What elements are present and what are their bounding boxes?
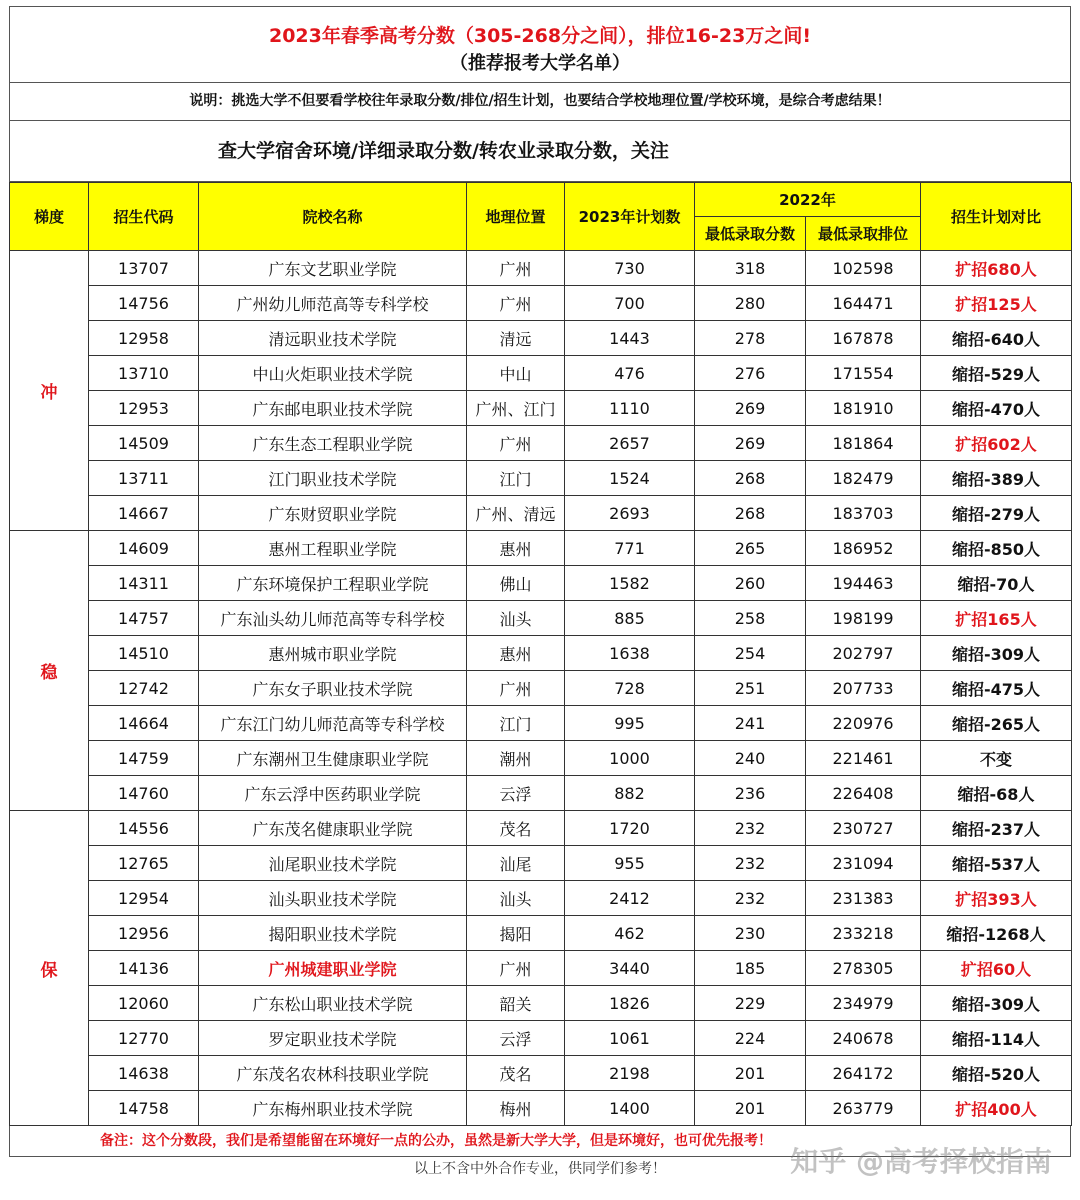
cell-code: 14759 — [89, 741, 199, 776]
cell-school-name: 广东松山职业技术学院 — [199, 986, 467, 1021]
cell-min-score: 232 — [695, 881, 806, 916]
cell-min-rank: 198199 — [806, 601, 921, 636]
cell-code: 14509 — [89, 426, 199, 461]
cell-school-name: 罗定职业技术学院 — [199, 1021, 467, 1056]
cell-code: 12742 — [89, 671, 199, 706]
cell-compare: 缩招-237人 — [921, 811, 1072, 846]
cell-min-score: 236 — [695, 776, 806, 811]
header-code: 招生代码 — [89, 183, 199, 251]
cell-code: 14756 — [89, 286, 199, 321]
cell-compare: 缩招-279人 — [921, 496, 1072, 531]
cell-plan: 476 — [565, 356, 695, 391]
cell-code: 14638 — [89, 1056, 199, 1091]
cell-min-rank: 278305 — [806, 951, 921, 986]
cell-min-score: 229 — [695, 986, 806, 1021]
cell-plan: 462 — [565, 916, 695, 951]
admission-sheet — [9, 6, 1071, 1181]
cell-location: 清远 — [467, 321, 565, 356]
cell-school-name: 汕尾职业技术学院 — [199, 846, 467, 881]
table-body — [10, 251, 1072, 1126]
cell-min-rank: 231094 — [806, 846, 921, 881]
cell-location: 广州 — [467, 671, 565, 706]
cell-min-score: 224 — [695, 1021, 806, 1056]
cell-compare: 扩招393人 — [921, 881, 1072, 916]
cell-school-name: 惠州城市职业学院 — [199, 636, 467, 671]
cell-compare: 缩招-470人 — [921, 391, 1072, 426]
cell-location: 佛山 — [467, 566, 565, 601]
cell-min-rank: 186952 — [806, 531, 921, 566]
cell-plan: 882 — [565, 776, 695, 811]
cell-plan: 2198 — [565, 1056, 695, 1091]
table-row — [10, 706, 1072, 741]
cell-min-score: 185 — [695, 951, 806, 986]
header-tier: 梯度 — [10, 183, 89, 251]
title-box — [9, 6, 1071, 83]
cell-code: 14664 — [89, 706, 199, 741]
cell-min-rank: 207733 — [806, 671, 921, 706]
cell-code: 14667 — [89, 496, 199, 531]
cell-plan: 1720 — [565, 811, 695, 846]
cell-location: 云浮 — [467, 776, 565, 811]
cell-min-score: 258 — [695, 601, 806, 636]
cell-plan: 1061 — [565, 1021, 695, 1056]
header-min-rank: 最低录取排位 — [806, 217, 921, 251]
footer-disclaimer: 以上不含中外合作专业，供同学们参考！ — [414, 1161, 666, 1177]
cell-location: 惠州 — [467, 636, 565, 671]
cell-location: 广州 — [467, 426, 565, 461]
page-subtitle: （推荐报考大学名单） — [450, 53, 630, 74]
cell-compare: 缩招-1268人 — [921, 916, 1072, 951]
cell-location: 潮州 — [467, 741, 565, 776]
cell-location: 茂名 — [467, 1056, 565, 1091]
cell-min-rank: 202797 — [806, 636, 921, 671]
table-row — [10, 811, 1072, 846]
table-row — [10, 461, 1072, 496]
cell-compare: 缩招-114人 — [921, 1021, 1072, 1056]
cell-location: 汕头 — [467, 881, 565, 916]
admission-table — [9, 182, 1072, 1126]
cell-school-name: 中山火炬职业技术学院 — [199, 356, 467, 391]
cell-compare: 扩招680人 — [921, 251, 1072, 286]
cell-plan: 730 — [565, 251, 695, 286]
cell-plan: 728 — [565, 671, 695, 706]
cell-code: 14609 — [89, 531, 199, 566]
cell-plan: 1524 — [565, 461, 695, 496]
cell-school-name: 揭阳职业技术学院 — [199, 916, 467, 951]
tier-label: 冲 — [10, 251, 89, 531]
cell-location: 惠州 — [467, 531, 565, 566]
cell-code: 14757 — [89, 601, 199, 636]
cell-min-rank: 226408 — [806, 776, 921, 811]
cell-min-rank: 183703 — [806, 496, 921, 531]
cell-compare: 缩招-529人 — [921, 356, 1072, 391]
table-row — [10, 391, 1072, 426]
cell-min-rank: 221461 — [806, 741, 921, 776]
follow-banner: 查大学宿舍环境/详细录取分数/转农业录取分数，关注 — [9, 121, 1071, 182]
cell-school-name: 清远职业技术学院 — [199, 321, 467, 356]
cell-school-name: 广州幼儿师范高等专科学校 — [199, 286, 467, 321]
cell-min-score: 201 — [695, 1056, 806, 1091]
cell-code: 12770 — [89, 1021, 199, 1056]
cell-location: 梅州 — [467, 1091, 565, 1126]
cell-location: 中山 — [467, 356, 565, 391]
cell-code: 13711 — [89, 461, 199, 496]
cell-code: 13707 — [89, 251, 199, 286]
cell-code: 14510 — [89, 636, 199, 671]
cell-code: 14556 — [89, 811, 199, 846]
header-name: 院校名称 — [199, 183, 467, 251]
cell-location: 广州 — [467, 251, 565, 286]
table-row — [10, 286, 1072, 321]
cell-compare: 扩招165人 — [921, 601, 1072, 636]
cell-plan: 771 — [565, 531, 695, 566]
cell-code: 12954 — [89, 881, 199, 916]
cell-school-name: 广东文艺职业学院 — [199, 251, 467, 286]
table-row — [10, 531, 1072, 566]
table-row — [10, 776, 1072, 811]
explanation-note: 说明：挑选大学不但要看学校往年录取分数/排位/招生计划，也要结合学校地理位置/学校环境，是综合考虑结果！ — [9, 83, 1071, 121]
header-plan: 2023年计划数 — [565, 183, 695, 251]
cell-min-rank: 234979 — [806, 986, 921, 1021]
cell-min-score: 265 — [695, 531, 806, 566]
table-row — [10, 1056, 1072, 1091]
cell-code: 14311 — [89, 566, 199, 601]
cell-school-name: 广东财贸职业学院 — [199, 496, 467, 531]
table-row — [10, 636, 1072, 671]
cell-compare: 缩招-265人 — [921, 706, 1072, 741]
cell-min-rank: 164471 — [806, 286, 921, 321]
table-row — [10, 881, 1072, 916]
cell-min-rank: 181910 — [806, 391, 921, 426]
cell-min-rank: 230727 — [806, 811, 921, 846]
cell-plan: 885 — [565, 601, 695, 636]
cell-location: 茂名 — [467, 811, 565, 846]
tier-label: 保 — [10, 811, 89, 1126]
table-row — [10, 741, 1072, 776]
cell-location: 广州 — [467, 951, 565, 986]
table-row — [10, 321, 1072, 356]
cell-code: 12958 — [89, 321, 199, 356]
cell-min-score: 232 — [695, 811, 806, 846]
cell-school-name: 广东女子职业技术学院 — [199, 671, 467, 706]
cell-min-score: 232 — [695, 846, 806, 881]
cell-plan: 1400 — [565, 1091, 695, 1126]
cell-school-name: 广东江门幼儿师范高等专科学校 — [199, 706, 467, 741]
table-row — [10, 426, 1072, 461]
cell-location: 韶关 — [467, 986, 565, 1021]
cell-school-name: 广东潮州卫生健康职业学院 — [199, 741, 467, 776]
cell-compare: 缩招-640人 — [921, 321, 1072, 356]
cell-compare: 缩招-309人 — [921, 636, 1072, 671]
cell-compare: 缩招-475人 — [921, 671, 1072, 706]
table-row — [10, 356, 1072, 391]
cell-code: 14760 — [89, 776, 199, 811]
cell-plan: 2657 — [565, 426, 695, 461]
cell-compare: 扩招125人 — [921, 286, 1072, 321]
header-min-score: 最低录取分数 — [695, 217, 806, 251]
cell-school-name: 惠州工程职业学院 — [199, 531, 467, 566]
cell-min-score: 276 — [695, 356, 806, 391]
watermark: 知乎 @高考择校指南 — [790, 1145, 1052, 1178]
cell-compare: 扩招602人 — [921, 426, 1072, 461]
cell-school-name: 广东生态工程职业学院 — [199, 426, 467, 461]
cell-plan: 1638 — [565, 636, 695, 671]
cell-min-score: 318 — [695, 251, 806, 286]
table-row — [10, 601, 1072, 636]
header-year: 2022年 — [695, 183, 921, 217]
cell-min-score: 254 — [695, 636, 806, 671]
cell-school-name: 广州城建职业学院 — [199, 951, 467, 986]
cell-compare: 扩招60人 — [921, 951, 1072, 986]
cell-plan: 700 — [565, 286, 695, 321]
cell-min-rank: 182479 — [806, 461, 921, 496]
cell-compare: 缩招-309人 — [921, 986, 1072, 1021]
cell-min-rank: 220976 — [806, 706, 921, 741]
cell-code: 14758 — [89, 1091, 199, 1126]
cell-min-rank: 231383 — [806, 881, 921, 916]
cell-code: 13710 — [89, 356, 199, 391]
cell-min-score: 269 — [695, 391, 806, 426]
table-row — [10, 496, 1072, 531]
cell-min-rank: 263779 — [806, 1091, 921, 1126]
cell-code: 12060 — [89, 986, 199, 1021]
cell-school-name: 广东云浮中医药职业学院 — [199, 776, 467, 811]
cell-code: 12956 — [89, 916, 199, 951]
cell-location: 揭阳 — [467, 916, 565, 951]
cell-min-score: 268 — [695, 461, 806, 496]
cell-plan: 1826 — [565, 986, 695, 1021]
cell-compare: 不变 — [921, 741, 1072, 776]
cell-school-name: 广东环境保护工程职业学院 — [199, 566, 467, 601]
cell-location: 云浮 — [467, 1021, 565, 1056]
cell-compare: 缩招-70人 — [921, 566, 1072, 601]
cell-min-rank: 194463 — [806, 566, 921, 601]
cell-location: 广州、江门 — [467, 391, 565, 426]
cell-compare: 缩招-520人 — [921, 1056, 1072, 1091]
cell-min-rank: 240678 — [806, 1021, 921, 1056]
cell-min-rank: 264172 — [806, 1056, 921, 1091]
cell-plan: 995 — [565, 706, 695, 741]
cell-school-name: 广东汕头幼儿师范高等专科学校 — [199, 601, 467, 636]
header-compare: 招生计划对比 — [921, 183, 1072, 251]
cell-code: 12765 — [89, 846, 199, 881]
cell-compare: 扩招400人 — [921, 1091, 1072, 1126]
cell-plan: 1443 — [565, 321, 695, 356]
cell-min-score: 269 — [695, 426, 806, 461]
cell-min-score: 241 — [695, 706, 806, 741]
cell-min-score: 251 — [695, 671, 806, 706]
cell-min-rank: 181864 — [806, 426, 921, 461]
cell-code: 14136 — [89, 951, 199, 986]
cell-code: 12953 — [89, 391, 199, 426]
cell-min-rank: 233218 — [806, 916, 921, 951]
cell-compare: 缩招-389人 — [921, 461, 1072, 496]
cell-min-score: 268 — [695, 496, 806, 531]
cell-location: 广州 — [467, 286, 565, 321]
table-header — [10, 183, 1072, 251]
cell-compare: 缩招-850人 — [921, 531, 1072, 566]
cell-school-name: 广东茂名健康职业学院 — [199, 811, 467, 846]
cell-location: 广州、清远 — [467, 496, 565, 531]
cell-location: 江门 — [467, 706, 565, 741]
cell-compare: 缩招-68人 — [921, 776, 1072, 811]
table-row — [10, 846, 1072, 881]
footer-remark: 备注：这个分数段，我们是希望能留在环境好一点的公办，虽然是新大学大学，但是环境好，也可优先报考！ — [9, 1126, 1071, 1157]
tier-label: 稳 — [10, 531, 89, 811]
cell-plan: 955 — [565, 846, 695, 881]
cell-school-name: 广东梅州职业技术学院 — [199, 1091, 467, 1126]
cell-school-name: 汕头职业技术学院 — [199, 881, 467, 916]
header-location: 地理位置 — [467, 183, 565, 251]
cell-school-name: 广东茂名农林科技职业学院 — [199, 1056, 467, 1091]
cell-location: 汕尾 — [467, 846, 565, 881]
cell-min-score: 280 — [695, 286, 806, 321]
table-row — [10, 916, 1072, 951]
cell-min-score: 260 — [695, 566, 806, 601]
cell-location: 汕头 — [467, 601, 565, 636]
cell-min-score: 240 — [695, 741, 806, 776]
table-row — [10, 1091, 1072, 1126]
cell-plan: 3440 — [565, 951, 695, 986]
cell-plan: 1000 — [565, 741, 695, 776]
cell-min-score: 201 — [695, 1091, 806, 1126]
cell-min-score: 278 — [695, 321, 806, 356]
cell-min-rank: 102598 — [806, 251, 921, 286]
cell-school-name: 广东邮电职业技术学院 — [199, 391, 467, 426]
table-row — [10, 251, 1072, 286]
page-title: 2023年春季高考分数（305-268分之间），排位16-23万之间! — [268, 25, 812, 47]
cell-plan: 2693 — [565, 496, 695, 531]
cell-location: 江门 — [467, 461, 565, 496]
table-row — [10, 951, 1072, 986]
cell-compare: 缩招-537人 — [921, 846, 1072, 881]
cell-min-rank: 171554 — [806, 356, 921, 391]
table-row — [10, 986, 1072, 1021]
cell-plan: 1110 — [565, 391, 695, 426]
cell-school-name: 江门职业技术学院 — [199, 461, 467, 496]
cell-min-rank: 167878 — [806, 321, 921, 356]
cell-plan: 2412 — [565, 881, 695, 916]
table-row — [10, 566, 1072, 601]
cell-min-score: 230 — [695, 916, 806, 951]
table-row — [10, 1021, 1072, 1056]
cell-plan: 1582 — [565, 566, 695, 601]
table-row — [10, 671, 1072, 706]
